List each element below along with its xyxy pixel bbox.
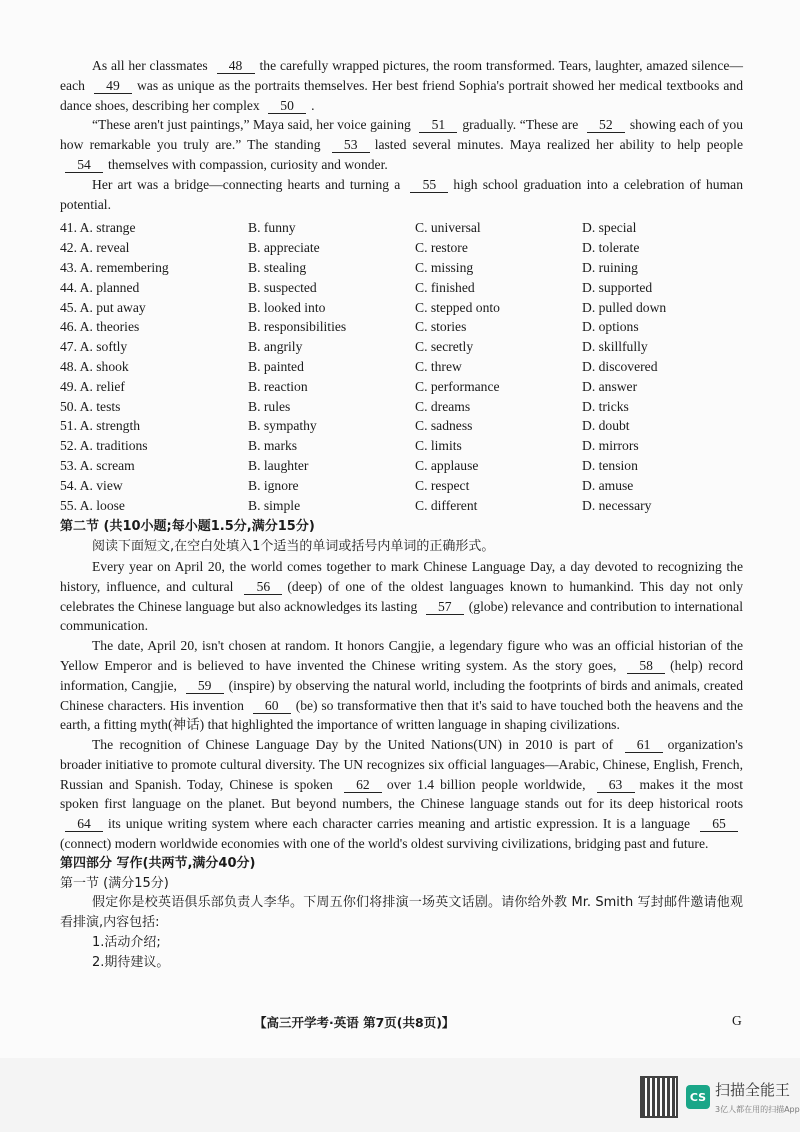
option-b: B. ignore [248, 477, 299, 493]
blank-62: 62 [344, 778, 382, 793]
paragraph [60, 56, 743, 115]
text-segment: (inspire) by observing the natural world, including the footprints of birds and animals, created Chinese characters. His invention [60, 677, 743, 713]
footer-text: 【高三开学考·英语 第7页(共8页)】 [254, 1015, 455, 1030]
option-a: 44. A. planned [60, 279, 140, 295]
option-row [60, 258, 743, 278]
option-a: 47. A. softly [60, 339, 128, 355]
blank-57: 57 [426, 600, 464, 615]
blank-63: 63 [597, 778, 635, 793]
option-c: C. performance [415, 378, 500, 394]
section2-instruction: 阅读下面短文,在空白处填入1个适当的单词或括号内单词的正确形式。 [92, 539, 495, 555]
option-b: B. marks [248, 438, 298, 454]
blank-65: 65 [700, 817, 738, 832]
option-row [60, 317, 743, 337]
option-c: C. different [415, 497, 478, 513]
passage-grammar-fill [60, 557, 743, 854]
text-segment: makes it the most spoken first language on the planet. But beyond numbers, the Chinese language stands out for its deep historical roots [60, 776, 743, 812]
option-b: B. reaction [248, 378, 308, 394]
text-segment: (be) so transformative then that it's said to have touched both the heavens and the earth, a fitting myth(神话) that highlighted the importance of written language in shaping civilizations. [60, 697, 743, 733]
paragraph [60, 175, 743, 215]
option-c: C. dreams [415, 398, 471, 414]
option-c: C. threw [415, 358, 462, 374]
blank-52: 52 [587, 118, 625, 133]
text-segment: (connect) modern worldwide economies with one of the world's oldest surviving civilizations, bridging past and future. [60, 836, 709, 852]
blank-59: 59 [186, 679, 224, 694]
option-c: C. finished [415, 279, 475, 295]
blank-55: 55 [410, 178, 448, 193]
text-segment: The date, April 20, isn't chosen at random. It honors Cangjie, a legendary figure who was an official historian of the Yellow Emperor and is believed to have invented the Chinese writing system. As the story goes, [60, 638, 743, 673]
option-a: 52. A. traditions [60, 438, 148, 454]
text-segment: gradually. “These are [462, 117, 579, 133]
paragraph [60, 735, 743, 854]
option-a: 49. A. relief [60, 378, 125, 394]
option-d: D. tricks [582, 398, 629, 414]
option-row [60, 337, 743, 357]
option-a: 55. A. loose [60, 497, 125, 513]
option-b: B. looked into [248, 299, 326, 315]
text-segment: Her art was a bridge—connecting hearts and turning a [92, 176, 401, 192]
option-c: C. secretly [415, 339, 474, 355]
option-b: B. sympathy [248, 418, 317, 434]
writing-section1-heading: 第一节 (满分15分) [60, 875, 169, 891]
text-segment: themselves with compassion, curiosity and wonder. [108, 156, 388, 172]
option-d: D. tolerate [582, 240, 640, 256]
writing-item-2: 2.期待建议。 [92, 954, 170, 970]
text-segment: was as unique as the portraits themselves. Her best friend Sophia's portrait showed her medical textbooks and dance shoes, describing her complex [60, 77, 743, 113]
blank-56: 56 [244, 580, 282, 595]
option-d: D. special [582, 220, 637, 236]
option-row [60, 456, 743, 476]
option-d: D. ruining [582, 259, 638, 275]
part4-heading: 第四部分 写作(共两节,满分40分) [60, 855, 256, 871]
option-d: D. pulled down [582, 299, 667, 315]
option-a: 45. A. put away [60, 299, 146, 315]
option-row [60, 436, 743, 456]
watermark-name: 扫描全能王 [715, 1081, 791, 1099]
option-d: D. supported [582, 279, 653, 295]
option-row [60, 218, 743, 238]
option-a: 46. A. theories [60, 319, 140, 335]
option-row [60, 476, 743, 496]
option-c: C. universal [415, 220, 481, 236]
option-b: B. stealing [248, 259, 307, 275]
text-segment: high school graduation into a celebration of human potential. [60, 176, 743, 212]
option-b: B. angrily [248, 339, 303, 355]
text-segment: lasted several minutes. Maya realized her ability to help people [374, 137, 743, 153]
option-row [60, 397, 743, 417]
option-b: B. rules [248, 398, 291, 414]
option-row [60, 238, 743, 258]
option-d: D. skillfully [582, 339, 648, 355]
option-a: 43. A. remembering [60, 259, 169, 275]
text-segment: Every year on April 20, the world comes together to mark Chinese Language Day, a day devoted to recognizing the history, influence, and cultural [60, 558, 743, 594]
option-a: 54. A. view [60, 477, 123, 493]
option-a: 50. A. tests [60, 398, 121, 414]
text-segment: its unique writing system where each character carries meaning and artistic expression. It is a language [108, 816, 691, 832]
blank-53: 53 [332, 138, 370, 153]
option-c: C. stepped onto [415, 299, 500, 315]
option-d: D. doubt [582, 418, 630, 434]
option-d: D. amuse [582, 477, 634, 493]
passage-cloze [60, 56, 743, 214]
option-b: B. responsibilities [248, 319, 347, 335]
section2-heading: 第二节 (共10小题;每小题1.5分,满分15分) [60, 519, 315, 535]
option-a: 41. A. strange [60, 220, 136, 236]
text-segment: (help) record information, Cangjie, [60, 657, 743, 693]
text-segment: over 1.4 billion people worldwide, [386, 776, 586, 792]
blank-64: 64 [65, 817, 103, 832]
option-b: B. suspected [248, 279, 317, 295]
option-a: 42. A. reveal [60, 240, 130, 256]
option-c: C. sadness [415, 418, 473, 434]
blank-60: 60 [253, 699, 291, 714]
text-segment: the carefully wrapped pictures, the room transformed. Tears, laughter, amazed silence—each [60, 58, 743, 93]
paper-code: G [732, 1013, 742, 1028]
blank-54: 54 [65, 158, 103, 173]
option-b: B. painted [248, 358, 304, 374]
scanner-watermark [640, 1076, 800, 1118]
option-d: D. mirrors [582, 438, 639, 454]
text-segment: As all her classmates [92, 58, 208, 73]
text-segment: organization's broader initiative to promote cultural diversity. The UN recognizes six official languages—Arabic, Chinese, English, French, Russian and Spanish. Today, Chinese is spoken [60, 737, 743, 792]
option-c: C. limits [415, 438, 462, 454]
writing-item-1: 1.活动介绍; [92, 935, 161, 951]
text-segment: (globe) relevance and contribution to international communication. [60, 598, 743, 634]
option-c: C. missing [415, 259, 474, 275]
page-content [60, 56, 743, 973]
option-row [60, 496, 743, 516]
option-row [60, 357, 743, 377]
option-a: 48. A. shook [60, 358, 129, 374]
paragraph [60, 636, 743, 735]
option-c: C. stories [415, 319, 467, 335]
paragraph [60, 557, 743, 636]
option-d: D. options [582, 319, 639, 335]
option-row [60, 278, 743, 298]
paragraph [60, 115, 743, 174]
option-d: D. discovered [582, 358, 658, 374]
option-c: C. applause [415, 457, 479, 473]
option-b: B. laughter [248, 457, 309, 473]
text-segment: (deep) of one of the oldest languages known to humankind. This day not only celebrates the Chinese language but also acknowledges its lasting [60, 578, 743, 614]
option-row [60, 377, 743, 397]
text-segment: The recognition of Chinese Language Day by the United Nations(UN) in 2010 is part of [92, 737, 614, 753]
option-row [60, 416, 743, 436]
option-d: D. answer [582, 378, 638, 394]
option-b: B. funny [248, 220, 296, 236]
writing-prompt: 假定你是校英语俱乐部负责人李华。下周五你们将排演一场英文话剧。请你给外教 Mr. Smith 写封邮件邀请他观看排演,内容包括: [60, 895, 743, 931]
option-d: D. necessary [582, 497, 652, 513]
blank-58: 58 [627, 659, 665, 674]
text-segment: “These aren't just paintings,” Maya said, her voice gaining [92, 117, 411, 133]
option-b: B. appreciate [248, 240, 320, 256]
blank-61: 61 [625, 738, 663, 753]
qr-code-icon [640, 1076, 678, 1118]
options-table [60, 218, 743, 515]
blank-49: 49 [94, 79, 132, 94]
camscanner-logo-icon: CS [686, 1085, 710, 1109]
blank-51: 51 [419, 118, 457, 133]
option-d: D. tension [582, 457, 638, 473]
option-c: C. restore [415, 240, 468, 256]
text-segment: . [311, 97, 315, 113]
option-c: C. respect [415, 477, 470, 493]
option-row [60, 298, 743, 318]
watermark-tagline: 3亿人都在用的扫描App [715, 1105, 800, 1114]
option-a: 51. A. strength [60, 418, 141, 434]
option-a: 53. A. scream [60, 457, 135, 473]
blank-48: 48 [217, 59, 255, 74]
text-segment: showing each of you how remarkable you truly are.” The standing [60, 117, 743, 153]
option-b: B. simple [248, 497, 301, 513]
blank-50: 50 [268, 99, 306, 114]
